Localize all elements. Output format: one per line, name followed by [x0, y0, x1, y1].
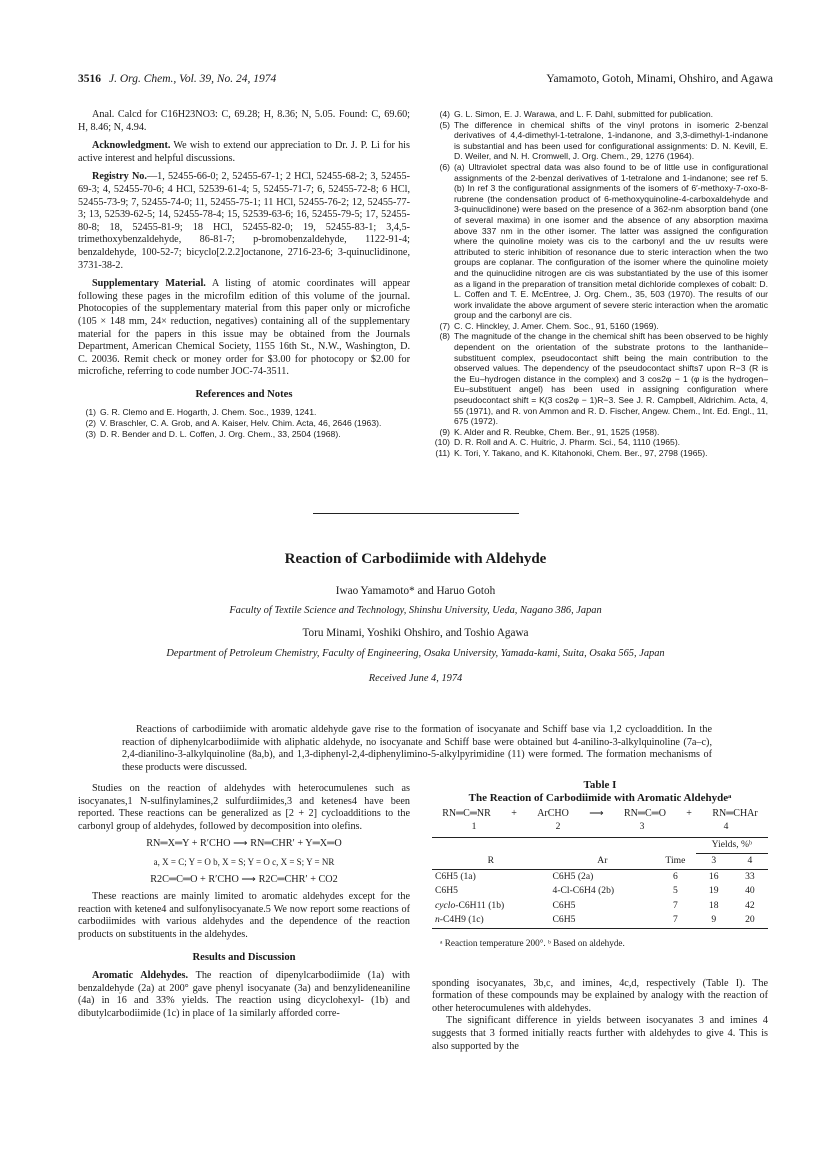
table-column-header: Ar — [550, 853, 656, 869]
scheme-term: ⟶ — [589, 808, 604, 820]
anal-paragraph: Anal. Calcd for C16H23NO3: C, 69.28; H, 8.36; N, 5.05. Found: C, 69.60; H, 8.46; N, 4.94. — [78, 109, 410, 133]
equation-1-cases: a, X = C; Y = O b, X = S; Y = O c, X = S; Y = NR — [153, 856, 335, 867]
scheme-term: RN═C═O — [623, 808, 666, 820]
ack-text: We wish to extend our appreciation to Dr. J. P. Li for his active interest and helpful discussions. — [78, 140, 410, 164]
article-divider — [313, 513, 519, 514]
reference-item — [432, 321, 768, 332]
table-cell: 4-Cl-C6H4 (2b) — [552, 885, 615, 897]
affiliation-2: Department of Petroleum Chemistry, Faculty of Engineering, Osaka University, Yamada-kami, Suita, Osaka 565, Japan — [166, 648, 665, 659]
reference-text: G. R. Clemo and E. Hogarth, J. Chem. Soc., 1939, 1241. — [100, 407, 317, 418]
reference-text: D. R. Roll and A. C. Huitric, J. Pharm. Sci., 54, 1110 (1965). — [454, 437, 681, 448]
table-cell: 19 — [708, 885, 719, 897]
equation-2: R2C═C═O + R′CHO ⟶ R2C═CHR′ + CO2 — [150, 873, 338, 885]
reference-text: K. Tori, Y. Takano, and K. Kitahonoki, Chem. Ber., 97, 2798 (1965). — [454, 448, 708, 458]
table-cell: 42 — [745, 899, 755, 911]
table-cell: 18 — [708, 899, 719, 911]
reference-item — [78, 418, 410, 429]
reference-item — [432, 427, 768, 438]
aromatic-paragraph — [78, 970, 410, 1020]
results-heading: Results and Discussion — [192, 951, 296, 963]
ack-label: Acknowledgment. — [92, 140, 171, 152]
table-cell: C6H5 (1a) — [435, 870, 476, 882]
article-title: Reaction of Carbodiimide with Aldehyde — [284, 551, 547, 567]
reference-text: The difference in chemical shifts of the vinyl protons in isomeric 2-benzal derivatives of 4,4-dimethyl-1-tetralone, 1-indanone, and 3,3-dimethyl-1-indanone is substantial and has been used for configurational assignments: D. N. Kevill, E. D. Weiler, and N. H. Cromwell, J. Org. Chem., 29, 1276 (1964). — [454, 119, 768, 162]
aromatic-text: The reaction of dipenylcarbodiimide (1a) with benzaldehyde (2a) at 200° gave phenyl isocyanate (3a) and benzylideneaniline (4a) in 16 and 33% yields. The reaction using dicyclohexyl- (1b) and dibutylcarbodiimide (1c) in place of 1a similarly afforded corre- — [78, 970, 410, 1019]
scheme-term: ArCHO — [537, 808, 569, 820]
table-column-header: 4 — [732, 853, 768, 869]
scheme-term: + — [511, 808, 517, 820]
scheme-term: RN═C═NR — [442, 808, 491, 820]
table-cell: n-C4H9 (1c) — [432, 913, 550, 928]
body-right-paragraph-2: The significant difference in yields between isocyanates 3 and imines 4 suggests that 3 formed initially reacts further with aldehydes to give 4. This is also supported by the — [432, 1015, 768, 1052]
reference-text: The magnitude of the change in the chemical shift has been observed to be highly dependent on the orientation of the substrate protons to the lanthanide–substituent complex, pseudocontact shift being the main contribution to the observed values. The dependency of the pseudocontact shifts7 upon R−3 (R is the Eu–hydrogen distance in the complex) and 3 cos2φ − 1 (φ is the hydrogen–Eu–substituent angel) has been used in assigning configuration where pseudocontact shift = K(3 cos2φ − 1)R−3. See J. R. Campbell, Aldrichim. Acta, 4, 55 (1971), and R. von Ammon and R. D. Fischer, Angew. Chem., Int. Ed. Engl., 11, 675 (1972). — [454, 331, 768, 427]
table-cell: 7 — [672, 899, 678, 911]
scope-paragraph: These reactions are mainly limited to aromatic aldehydes except for the reaction with ketene4 and sulfonylisocyanate.5 We now report some reactions of carbodiimides with various aldehydes and the dependence of the reaction products on substituents in the aldehydes. — [78, 891, 410, 940]
table-yields-header-row — [432, 838, 768, 854]
reference-item — [432, 120, 768, 162]
scheme-compound-number: 4 — [723, 820, 729, 832]
reference-text: V. Braschler, C. A. Grob, and A. Kaiser, Helv. Chim. Acta, 46, 2646 (1963). — [100, 418, 382, 429]
right-column-references — [432, 109, 768, 459]
references-heading: References and Notes — [195, 388, 293, 400]
table-cell: cyclo-C6H11 (1b) — [435, 899, 505, 911]
table-row — [432, 913, 768, 928]
table-label: Table I — [583, 779, 617, 791]
table-cell: 6 — [672, 870, 678, 882]
page-number: 3516 — [78, 73, 101, 85]
table-cell: 5 — [672, 885, 678, 897]
reference-text: K. Alder and R. Reubke, Chem. Ber., 91, 1525 (1958). — [454, 426, 660, 437]
table-footnote: ᵃ Reaction temperature 200°. ᵇ Based on aldehyde. — [440, 937, 625, 948]
scheme-term: RN═CHAr — [712, 808, 758, 820]
reference-number: (3) — [85, 428, 96, 439]
supplementary-paragraph — [78, 278, 410, 379]
received-date: Received June 4, 1974 — [368, 673, 463, 684]
yields-header: Yields, %ᵇ — [696, 838, 768, 854]
scheme-term: + — [686, 808, 692, 820]
table-scheme — [432, 808, 768, 821]
table-cell: 9 — [696, 913, 732, 928]
authors-line-1: Iwao Yamamoto* and Haruo Gotoh — [335, 585, 496, 597]
table-column-header: 3 — [696, 853, 732, 869]
table-scheme-numbers — [432, 821, 768, 834]
supp-label: Supplementary Material. — [92, 278, 206, 290]
reference-item — [432, 437, 768, 448]
table-row — [432, 869, 768, 884]
registry-paragraph — [78, 171, 410, 272]
reference-item — [432, 331, 768, 426]
reference-item — [432, 109, 768, 120]
reference-number: (7) — [439, 320, 450, 331]
table-row — [432, 884, 768, 899]
registry-label: Registry No. — [92, 171, 147, 183]
table-cell: 40 — [745, 885, 755, 897]
reference-number: (4) — [439, 109, 450, 119]
supp-text: A listing of atomic coordinates will appear following these pages in the microfilm edition of this volume of the journal. Photocopies of the supplementary material from this paper only or microfiche (105 × 148 mm, 24× reduction, negatives) containing all of the supplementary material for the papers in this issue may be obtained from the Journals Department, American Chemical Society, 1155 16th St., N.W., Washington, D. C. 20036. Remit check or money order for $3.00 for photocopy or $2.00 for microfiche, referring to code number JOC-74-3511. — [78, 278, 410, 378]
body-right-paragraph-1: sponding isocyanates, 3b,c, and imines, 4c,d, respectively (Table I). The formation of these compounds may be explained by analogy with the reaction of other heterocumulenes with aldehydes. — [432, 977, 768, 1014]
scheme-compound-number: 2 — [555, 820, 561, 832]
running-header-authors: Yamamoto, Gotoh, Minami, Ohshiro, and Agawa — [546, 73, 773, 85]
scheme-compound-number: 1 — [471, 820, 477, 832]
table-1-block — [432, 779, 768, 1053]
table-cell: 20 — [732, 913, 768, 928]
reference-number: (10) — [434, 437, 450, 448]
aromatic-label: Aromatic Aldehydes. — [92, 970, 189, 982]
reference-text: G. L. Simon, E. J. Warawa, and L. F. Dahl, submitted for publication. — [454, 109, 714, 119]
scheme-compound-number: 3 — [639, 820, 645, 832]
reference-number: (2) — [85, 418, 96, 429]
reference-number: (6) — [439, 161, 450, 172]
registry-text: —1, 52455-66-0; 2, 52455-67-1; 2 HCl, 52455-68-2; 3, 52455-69-3; 4, 52455-70-6; 4 HCl, 52539-61-4; 5, 52455-71-7; 6, 52455-72-8; 6 HCl, 52455-73-9; 7, 52455-74-0; 11, 52455-75-1; 11 HCl, 52455-76-2; 12, 52455-77-3; 13, 52539-62-5; 14, 52455-78-4; 15, 52539-63-6; 16, 52455-79-5; 17, 52455-80-8; 18, 52455-81-9; 18 HCl, 52455-82-0; 19, 52455-83-1; 3,4,5-trimethoxybenzaldehyde, 86-81-7; p-bromobenzaldehyde, 1122-91-4; benzaldehyde, 100-52-7; bicyclo[2.2.2]octanone, 2716-23-6; 3-quinuclidinone, 3731-38-2. — [78, 171, 410, 271]
running-header-left — [78, 73, 276, 85]
table-cell: C6H5 — [435, 885, 458, 897]
references-list-right — [432, 109, 768, 459]
body-left-column — [78, 783, 410, 1021]
reference-item — [78, 407, 410, 418]
table-title: The Reaction of Carbodiimide with Aromatic Aldehydeᵃ — [468, 791, 732, 804]
table-cell: 7 — [655, 913, 696, 928]
authors-line-2: Toru Minami, Yoshiki Ohshiro, and Toshio Agawa — [302, 627, 529, 639]
table-column-header: Time — [655, 853, 696, 869]
reference-number: (8) — [439, 331, 450, 342]
table-cell: 33 — [745, 870, 755, 882]
table-column-header: R — [432, 853, 550, 869]
reference-text: C. C. Hinckley, J. Amer. Chem. Soc., 91, 5160 (1969). — [454, 320, 659, 331]
table-cell: 16 — [708, 870, 719, 882]
acknowledgment-paragraph — [78, 140, 410, 165]
left-column-top — [78, 109, 410, 439]
table-header-row — [432, 853, 768, 869]
reference-item — [78, 429, 410, 440]
references-list-left — [78, 407, 410, 439]
abstract: Reactions of carbodiimide with aromatic aldehyde gave rise to the formation of isocyanate and Schiff base via 1,2 cycloaddition. In the reaction of diphenylcarbodiimide with aliphatic aldehyde, no isocyanate and Schiff base were obtained but 4-anilino-3-alkylquinoline (7a–c), 2,4-dianilino-3-alkylquinoline (8a,b), and 1,3-diphenyl-2,4-diphenylimino-5-alkylpyrimidine (11) were formed. The formation mechanisms of these products were discussed. — [122, 724, 712, 773]
reference-number: (9) — [439, 426, 450, 437]
table-cell: C6H5 (2a) — [552, 870, 594, 882]
reference-item — [432, 162, 768, 321]
reference-number: (1) — [85, 407, 96, 418]
table-body — [432, 869, 768, 928]
reference-number: (5) — [439, 119, 450, 130]
table-row — [432, 899, 768, 914]
table-cell: C6H5 — [550, 913, 656, 928]
table-1 — [432, 837, 768, 929]
table-cell: C6H5 — [552, 899, 576, 911]
reference-item — [432, 448, 768, 459]
affiliation-1: Faculty of Textile Science and Technology, Shinshu University, Ueda, Nagano 386, Japan — [229, 605, 602, 616]
reference-text: D. R. Bender and D. L. Coffen, J. Org. Chem., 33, 2504 (1968). — [100, 428, 341, 439]
reference-text: (a) Ultraviolet spectral data was also found to be of little use in configurational assignments of the 2-benzal derivatives of 1-tetralone and 1-indanone; see ref 5. (b) In ref 3 the configurational assignments of the isomers of 6′-methoxy-7-oxo-8-rubrene (the condensation product of 6-methoxyquinoline-4-carboxaldehyde and 3-quinuclidinone) were based on the presence of a 362-nm absorption band (one of several maxima) in one isomer and the absence of any absorption maxima above 337 nm in the other isomer. The latter was assigned the configuration where the quinoline moiety was cis to the carbonyl and the uv results were attributed to steric inhibition of resonance due to steric interaction when the two groups are coplanar. The configuration of the isomer where the quinoline moiety and the quinuclidine nitrogen are cis was substantiated by the use of this isomer as a ligand in the preparation of transition metal dichloride complexes of cobalt: D. L. Coffen and T. E. McEntree, J. Org. Chem., 35, 503 (1970). The results of our work invalidate the above argument of severe steric interaction when the aromatic group and the carbonyl are cis. — [454, 161, 768, 321]
intro-paragraph: Studies on the reaction of aldehydes with heterocumulenes such as isocyanates,1 N-sulfinylamines,2 sulfurdiimides,3 and ketenes4 have been reported. These reactions can be generalized as [2 + 2] cycloadditions to the carbonyl group of aldehydes, followed by decomposition into olefins. — [78, 783, 410, 832]
journal-citation: J. Org. Chem., Vol. 39, No. 24, 1974 — [109, 73, 277, 85]
equation-1: RN═X═Y + R′CHO ⟶ RN═CHR′ + Y═X═O — [146, 838, 342, 850]
reference-number: (11) — [435, 448, 450, 458]
